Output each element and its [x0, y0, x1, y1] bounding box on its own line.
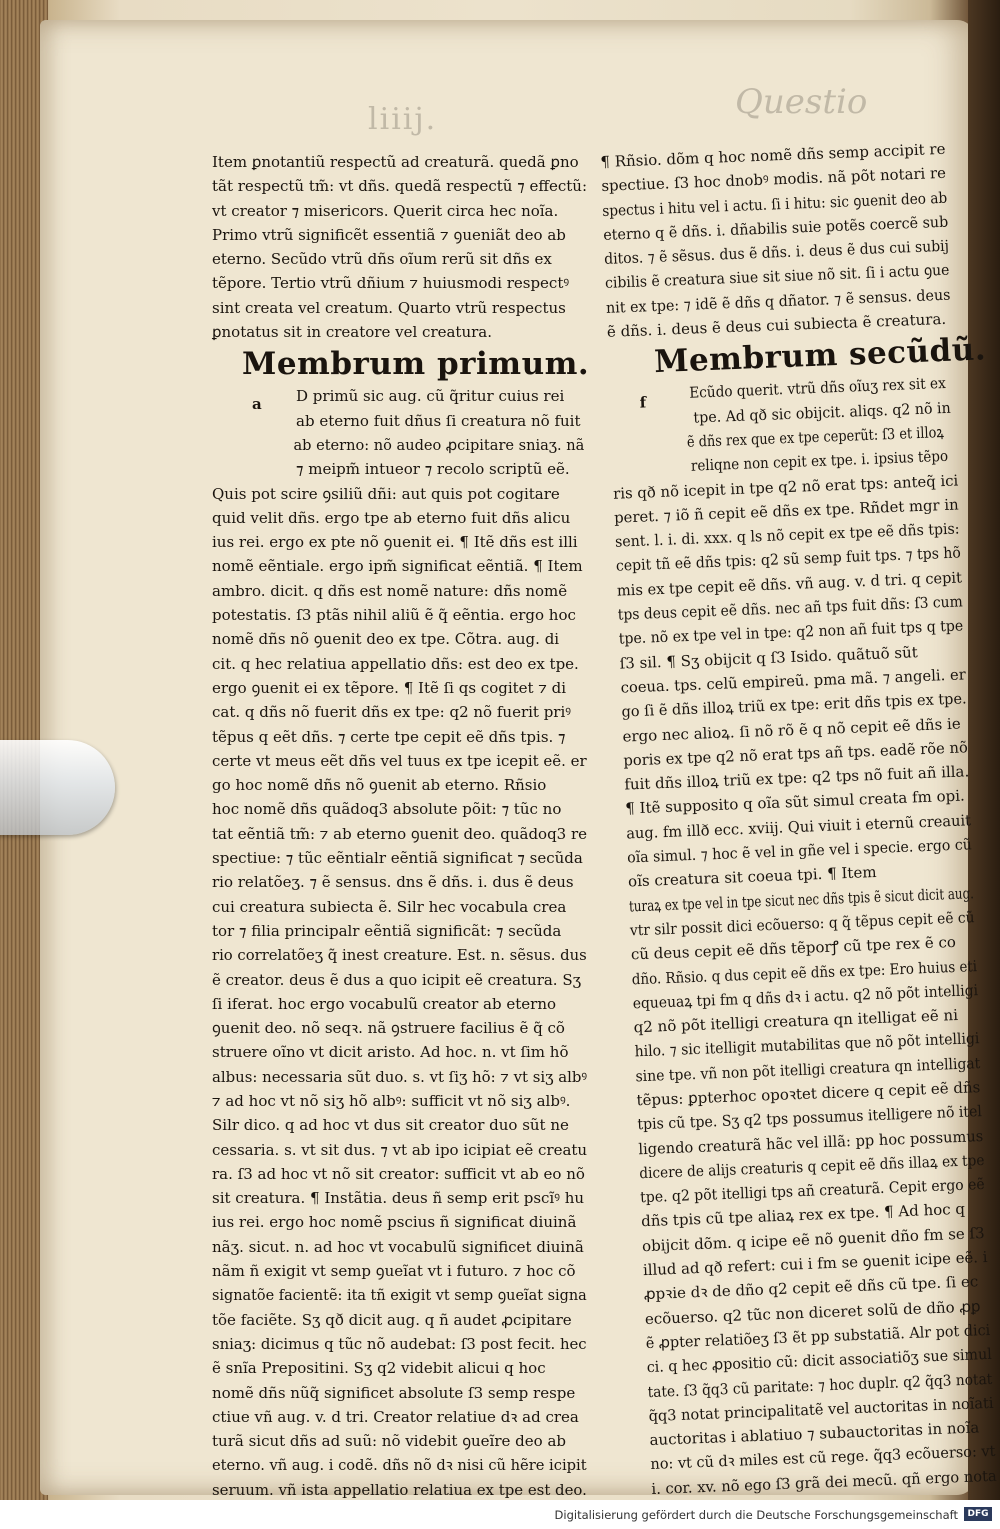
text-line: go hoc nomẽ dñs nõ ꝯuenit ab eterno. Rñsio [212, 776, 547, 795]
dfg-logo: DFG [964, 1507, 992, 1521]
text-line: cibilis ẽ creatura siue sit siue nõ sit. ſi i actu ꝯue [604, 261, 950, 293]
text-line: albus: necessaria sũt duo. s. vt ſiʒ hõ: ⁊ vt siʒ albꝰ [212, 1067, 588, 1086]
funding-credit: Digitalisierung gefördert durch die Deutsche Forschungsgemeinschaft [554, 1508, 958, 1522]
text-line: spectiue. ſ3 hoc dnobꝰ modis. nã põt notari re [601, 164, 947, 196]
text-line: ſ3 sil. ¶ Sʒ obijcit q ſ3 Isido. quãtuõ sũt [619, 642, 919, 673]
text-line: eterno. Secũdo vtrũ dñs oĩum rerũ sit dñs ex [212, 250, 552, 269]
text-line: mis ex tpe cepit eẽ dñs. vñ aug. v. d tri. q cepit [616, 568, 963, 600]
text-line: Silr dico. q ad hoc vt dus sit creator duo sũt ne [212, 1116, 569, 1135]
text-line: tõe faciẽte. Sʒ qð dicit aug. q ñ audet ꝓcipitare [212, 1310, 572, 1329]
right-text-column [600, 133, 1000, 1500]
text-line: struere oĩno vt dicit aristo. Ad hoc. n. vt ſim hõ [212, 1043, 569, 1062]
text-line: fuit dñs illoꝝ triũ ex tpe: q2 tps nõ fuit añ illa. [624, 762, 970, 794]
text-line: signatõe facientẽ: ita tñ exigit vt semp ꝯueĩat signa [212, 1286, 587, 1305]
text-line: aug. fm illð ecc. xviij. Qui viuit i eternũ creauit [625, 810, 972, 843]
text-line: coeua. tps. celũ empireũ. pma mã. ⁊ angeli. er [620, 665, 967, 697]
text-line: tor ⁊ filia principalr eẽntiã significãt: ⁊ secũda [212, 921, 562, 940]
text-line: oĩa simul. ⁊ hoc ẽ vel in gñe vel i specie. ergo cũ [626, 835, 973, 867]
text-line: tat eẽntiã tm̃: ⁊ ab eterno ꝯuenit deo. quãdoq3 re [212, 824, 588, 843]
text-line: ẽ creator. deus ẽ dus a quo icipit eẽ creatura. Sʒ [212, 970, 582, 989]
text-line: tate. ſ3 q̃q3 cũ paritate: ⁊ hoc duplr. q2 q̃q3 notat [647, 1369, 993, 1401]
text-line: tpe. q2 põt itelligi tps añ creaturã. Cepit ergo eẽ [639, 1175, 985, 1207]
left-text-column [212, 150, 602, 1500]
text-line: nomẽ dñs nõ ꝯuenit deo ex tpe. Cõtra. aug. di [212, 630, 560, 649]
text-line: spectiue: ⁊ tũc eẽntialr eẽntiã significat ⁊ secũda [212, 849, 583, 868]
text-line: tãt respectũ tm̃: vt dñs. quedã respectũ ⁊ effectũ: [212, 177, 587, 196]
text-line: hilo. ⁊ sic itelligit mutabilitas que nõ põt intelligi [634, 1029, 980, 1061]
text-line: ꝑnotatus sit in creatore vel creatura. [212, 323, 492, 342]
text-line: sint creata vel creatum. Quarto vtrũ respectus [212, 298, 566, 317]
text-line: sit creatura. ¶ Instãtia. deus ñ semp erit pscĩꝰ hu [212, 1189, 585, 1208]
text-line: ci. q hec ꝓpositio cũ: dicit associatiõʒ sue simul [646, 1345, 993, 1377]
text-line: illud ad qð refert: cui i fm se ꝯuenit icipe eẽ. i [642, 1248, 988, 1280]
text-line: obijcit dõm. q icipe eẽ nõ ꝯuenit dño fm se ſ3 [641, 1223, 985, 1255]
folio-number: liiij. [368, 102, 438, 137]
text-line: ecõuerso. q2 tũc non diceret solũ de dño ꝓꝑ [644, 1296, 981, 1328]
text-line: ꝯuenit deo. nõ seqꝛ. nã ꝯstruere facilius ẽ q̃ cõ [212, 1019, 565, 1038]
text-line: vt creator ⁊ misericors. Querit circa hec noĩa. [212, 201, 559, 220]
text-line: certe vt meus eẽt dñs vel tuus ex tpe icepit eẽ. er [212, 751, 587, 770]
text-line: tps deus cepit eẽ dñs. nec añ tps fuit dñs: ſ3 cum [617, 592, 964, 624]
text-line: no: vt cũ dꝛ miles est cũ rege. q̃q3 ecõuerso: vt [650, 1442, 996, 1474]
text-line: sine tpe. vñ non põt itelligi creatura qn intelligat [635, 1053, 981, 1085]
text-line: turaꝝ ex tpe vel in tpe sicut nec dñs tpis ẽ sicut dicit aug. [628, 883, 975, 916]
text-line: turã sicut dñs ad suũ: nõ videbit ꝯueĩre deo ab [212, 1432, 566, 1451]
text-line: dicere de alijs creaturis q cepit eẽ dñs illaꝝ ex tpe [638, 1150, 985, 1183]
text-line: eterno q ẽ dñs. i. dñabilis suie potẽs coercẽ sub [602, 212, 949, 244]
text-line: go ſi ẽ dñs illoꝝ triũ ex tpe: erit dñs tpis ex tpe. [621, 689, 967, 721]
text-line: cũ deus cepit eẽ dñs tẽporꝭ cũ tpe rex ẽ co [630, 933, 957, 964]
text-line: cat. q dñs nõ fuerit dñs ex tpe: q2 nõ fuerit priꝰ [212, 703, 572, 722]
text-line: tẽpus q eẽt dñs. ⁊ certe tpe cepit eẽ dñs tpis. ⁊ [212, 727, 566, 746]
text-line: ẽ snĩa Prepositini. Sʒ q2 videbit alicui q hoc [212, 1359, 546, 1378]
text-line: ¶ Rñsio. dõm q hoc nomẽ dñs semp accipit re [600, 139, 946, 171]
text-line: ⁊ ad hoc vt nõ siʒ hõ albꝰ: sufficit vt nõ siʒ albꝰ. [212, 1091, 571, 1110]
text-line: nãʒ. sicut. n. ad hoc vt vocabulũ significet diuinã [212, 1237, 584, 1256]
text-line: Item ꝑnotantiũ respectũ ad creaturã. quedã ꝑno [212, 153, 579, 171]
text-line: ius rei. ergo hoc nomẽ pscius ñ significat diuinã [212, 1213, 577, 1232]
text-line: ab eterno: nõ audeo ꝓcipitare sniaʒ. nã [293, 435, 585, 454]
text-line: ra. ſ3 ad hoc vt nõ sit creator: sufficit vt ab eo nõ [212, 1164, 585, 1183]
text-line: ctiue vñ aug. v. d tri. Creator relatiue dꝛ ad crea [212, 1407, 579, 1426]
text-line: ligendo creaturã hãc vel illã: pp hoc possumus [638, 1126, 984, 1158]
text-line: nãm ñ exigit vt semp ꝯueĩat vt i futuro. ⁊ hoc cõ [212, 1262, 576, 1281]
text-line: hoc nomẽ dñs quãdoq3 absolute põit: ⁊ tũc no [212, 800, 562, 819]
section-heading: Membrum secũdũ. [653, 331, 987, 381]
text-line: quid velit dñs. ergo tpe ab eterno fuit dñs alicu [212, 508, 571, 527]
bookmark-tab [0, 740, 115, 835]
text-line: auctoritas i ablatiuo ⁊ subauctoritas in noĩa [649, 1418, 980, 1450]
text-line: equeuaꝝ tpi fm q dñs dꝛ i actu. q2 nõ põt intelligi [632, 980, 979, 1013]
text-line: sent. l. i. di. xxx. q ls nõ cepit ex tpe eẽ dñs tpis: [614, 519, 960, 551]
text-line: ¶ Itẽ supposito q oĩa sũt simul creata fm opi. [624, 786, 966, 818]
text-line: reliqne non cepit ex tpe. i. ipsius tẽpo [690, 447, 949, 475]
text-line: cui creatura subiecta ẽ. Silr hec vocabula crea [212, 897, 567, 916]
text-line: ẽ ꝓpter relatiõeʒ ſ3 ẽt pp substatiã. Alr pot dici [645, 1320, 991, 1353]
margin-letter: f [639, 393, 647, 413]
text-line: oĩs creatura sit coeua tpi. ¶ Item [627, 863, 877, 891]
text-line: sniaʒ: dicimus q tũc nõ audebat: ſ3 post fecit. hec [212, 1334, 587, 1353]
text-line: tpe. nõ ex tpe vel in tpe: q2 non añ fuit tps q tpe [618, 616, 964, 648]
text-line: nomẽ eẽntiale. ergo ipm̃ significat eẽntiã. ¶ Item [212, 557, 583, 576]
text-line: spectus i hitu vel i actu. ſi i hitu: sic ꝯuenit deo ab [601, 188, 948, 220]
text-line: ris qð nõ icepit in tpe q2 nõ erat tps: anteq̃ ici [612, 471, 959, 503]
margin-letter: a [252, 395, 262, 414]
text-line: ius rei. ergo ex pte nõ ꝯuenit ei. ¶ Itẽ dñs est illi [212, 533, 578, 552]
text-line: Primo vtrũ significẽt essentiã ⁊ ꝯueniãt deo ab [212, 225, 566, 244]
text-line: q̃q3 notat principalitatẽ vel auctoritas in noĩati [648, 1393, 994, 1425]
text-line: eterno. vñ aug. i codẽ. dñs nõ dꝛ nisi cũ hẽre icipit [212, 1456, 587, 1475]
text-line: dño. Rñsio. q dus cepit eẽ dñs ex tpe: Ero huius eti [631, 956, 978, 988]
section-heading: Membrum primum. [242, 346, 590, 383]
running-title: Questio [735, 82, 868, 122]
text-line: tpis cũ tpe. Sʒ q2 tps possumus itelligere nõ itel [637, 1102, 983, 1134]
footer-bar [0, 1500, 1000, 1529]
text-line: poris ex tpe q2 nõ erat tps añ tps. eadẽ rõe nõ [623, 738, 969, 770]
text-line: ambro. dicit. q dñs est nomẽ nature: dñs nomẽ [212, 581, 568, 600]
text-line: ditos. ⁊ ẽ sẽsus. dus ẽ dñs. i. deus ẽ dus cui subij [603, 236, 950, 269]
text-line: tẽpus: ꝑpterhoc opoꝛtet dicere q cepit eẽ dñs [636, 1078, 981, 1110]
text-line: cepit tñ eẽ dñs tpis: q2 sũ semp fuit tps. ⁊ tps hõ [615, 543, 962, 576]
text-line: potestatis. ſ3 ptãs nihil aliũ ẽ q̃ eẽntia. ergo hoc [212, 606, 576, 625]
text-line: tẽpore. Tertio vtrũ dñium ⁊ huiusmodi respectꝰ [212, 274, 570, 293]
text-line: vtr silr possit dici ecõuerso: q q̃ tẽpus cepit eẽ cũ [629, 908, 975, 940]
text-line: D primũ sic aug. cũ q̃ritur cuius rei [296, 387, 565, 406]
text-line: cit. q hec relatiua appellatio dñs: est deo ex tpe. [212, 654, 579, 673]
text-line: Quis pot scire ꝯsiliũ dñi: aut quis pot cogitare [212, 484, 560, 503]
text-line: seruum. vñ ista appellatio relatiua ex tpe est deo. [212, 1480, 587, 1499]
text-line: nit ex tpe: ⁊ idẽ ẽ dñs q dñator. ⁊ ẽ sensus. deus [605, 285, 951, 317]
text-line: ⁊ meipm̃ intueor ⁊ recolo scriptũ eẽ. [296, 460, 570, 479]
text-line: cessaria. s. vt sit dus. ⁊ vt ab ipo icipiat eẽ creatu [212, 1140, 588, 1159]
text-line: ꝓpꝛie dꝛ de dño q2 cepit eẽ dñs cũ tpe. ſi ec [643, 1272, 979, 1304]
text-line: Ecũdo querit. vtrũ dñs oĩuʒ rex sit ex [688, 374, 947, 403]
text-line: ab eterno fuit dñus ſi creatura nõ fuit [296, 411, 581, 430]
text-line: i. cor. xv. nõ ego ſ3 grã dei mecũ. qñ ergo nota [651, 1466, 997, 1498]
text-line: ẽ dñs. i. deus ẽ deus cui subiecta ẽ creatura. [606, 309, 947, 341]
text-line: rio relatõeʒ. ⁊ ẽ sensus. dns ẽ dñs. i. dus ẽ deus [212, 873, 574, 892]
text-line: ergo nec alioꝝ. ſi nõ rõ ẽ q nõ cepit eẽ dñs ie [622, 714, 961, 746]
text-line: ſi iferat. hoc ergo vocabulũ creator ab eterno [212, 994, 557, 1013]
text-line: tpe. Ad qð sic obijcit. aliqs. q2 nõ in [693, 398, 951, 427]
text-line: nomẽ dñs nũq̃ significet absolute ſ3 semp respe [212, 1383, 576, 1402]
text-line: rio correlatõeʒ q̃ inest creature. Est. n. sẽsus. dus [212, 946, 587, 965]
text-line: ergo ꝯuenit ei ex tẽpore. ¶ Itẽ ſi qs cogitet ⁊ di [212, 678, 567, 697]
text-line: ẽ dñs rex que ex tpe ceperũt: ſ3 et illoꝝ [686, 422, 945, 451]
text-line: dñs tpis cũ tpe aliaꝝ rex ex tpe. ¶ Ad hoc q [640, 1200, 966, 1231]
text-line: peret. ⁊ iõ ñ cepit eẽ dñs ex tpe. Rñdet mgr in [613, 495, 959, 527]
text-line: q2 nõ põt itelligi creatura qn itelligat eẽ ni [633, 1005, 959, 1037]
